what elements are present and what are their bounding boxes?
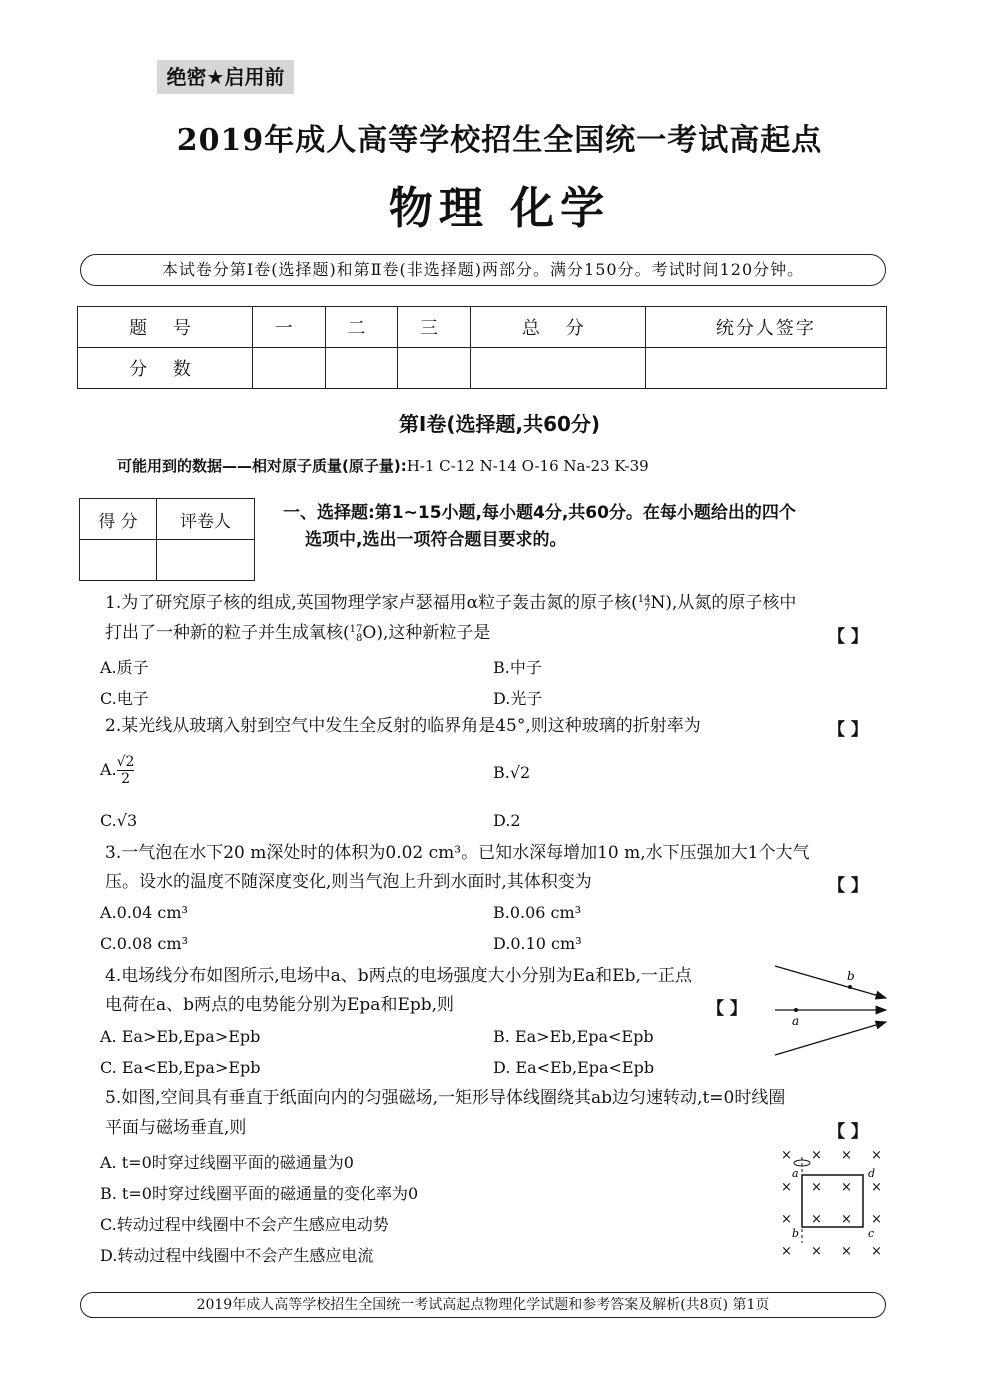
svg-text:×: × xyxy=(811,1212,822,1227)
question-5-line1: 5.如图,空间具有垂直于纸面向内的匀强磁场,一矩形导体线圈绕其ab边匀速转动,t=0时线圈 xyxy=(105,1088,786,1108)
score-input-part2[interactable] xyxy=(325,348,398,389)
score-table-header-row xyxy=(78,307,887,348)
grader-name-label: 评卷人 xyxy=(156,499,254,540)
coil-label-d: d xyxy=(868,1167,876,1180)
score-input-signature[interactable] xyxy=(645,348,886,389)
score-table-value-row xyxy=(78,348,887,389)
svg-text:×: × xyxy=(811,1244,822,1259)
question-4-line1: 4.电场线分布如图所示,电场中a、b两点的电场强度大小分别为Ea和Eb,一正点 xyxy=(105,966,692,986)
q1-option-b[interactable]: B.中子 xyxy=(493,658,542,677)
svg-text:×: × xyxy=(841,1180,852,1195)
q1-n-number: 7 xyxy=(644,602,651,614)
score-cell-label: 题 号 xyxy=(78,307,253,348)
question-2-text: 2.某光线从玻璃入射到空气中发生全反射的临界角是45°,则这种玻璃的折射率为 xyxy=(105,716,701,736)
q3-answer-bracket[interactable]: 【 】 xyxy=(828,876,868,896)
q4-option-d[interactable]: D. Ea<Eb,Epa<Epb xyxy=(493,1058,655,1077)
svg-text:×: × xyxy=(841,1212,852,1227)
q1-o-symbol: O xyxy=(362,623,377,643)
svg-text:×: × xyxy=(841,1148,852,1163)
q2-fraction-numerator: √2 xyxy=(116,754,135,770)
svg-text:×: × xyxy=(871,1244,882,1259)
svg-text:×: × xyxy=(871,1180,882,1195)
confidential-label: 绝密★启用前 xyxy=(157,60,294,94)
grader-table xyxy=(79,498,255,581)
svg-text:×: × xyxy=(781,1244,792,1259)
atomic-mass-label: 可能用到的数据——相对原子质量(原子量): xyxy=(117,457,407,475)
q2-option-d[interactable]: D.2 xyxy=(493,811,521,830)
atomic-mass-data xyxy=(117,455,649,476)
q5-answer-bracket[interactable]: 【 】 xyxy=(828,1122,868,1142)
grader-score-label: 得 分 xyxy=(80,499,157,540)
page-footer: 2019年成人高等学校招生全国统一考试高起点物理化学试题和参考答案及解析(共8页) 第1页 xyxy=(80,1292,886,1318)
score-cell-total: 总 分 xyxy=(470,307,645,348)
score-cell-part2: 二 xyxy=(325,307,398,348)
score-input-total[interactable] xyxy=(470,348,645,389)
atomic-mass-values: H-1 C-12 N-14 O-16 Na-23 K-39 xyxy=(406,457,649,475)
coil-label-a: a xyxy=(792,1167,799,1180)
q2-option-b[interactable]: B.√2 xyxy=(493,763,531,782)
grader-score-input[interactable] xyxy=(80,540,157,581)
q1-answer-bracket[interactable]: 【 】 xyxy=(828,627,868,647)
q2-answer-bracket[interactable]: 【 】 xyxy=(828,720,868,740)
q4-answer-bracket[interactable]: 【 】 xyxy=(707,999,747,1019)
q1-option-c[interactable]: C.电子 xyxy=(100,689,149,708)
svg-text:×: × xyxy=(841,1244,852,1259)
q2-option-a-fraction xyxy=(117,754,135,787)
score-cell-signature: 统分人签字 xyxy=(645,307,886,348)
score-input-part1[interactable] xyxy=(253,348,326,389)
point-a-dot xyxy=(794,1008,798,1012)
score-cell-part3: 三 xyxy=(398,307,471,348)
exam-title: 2019年成人高等学校招生全国统一考试高起点 xyxy=(176,123,823,158)
q1-o-number: 8 xyxy=(356,632,363,644)
q1-text-c: 打出了一种新的粒子并生成氧核( xyxy=(105,623,350,643)
q5-option-b[interactable]: B. t=0时穿过线圈平面的磁通量的变化率为0 xyxy=(100,1184,419,1203)
q1-text-b: ),从氮的原子核中 xyxy=(665,593,797,613)
grader-name-input[interactable] xyxy=(156,540,254,581)
q1-n-symbol: N xyxy=(650,593,666,613)
q4-option-c[interactable]: C. Ea<Eb,Epa>Epb xyxy=(100,1058,261,1077)
question-4-line2: 电荷在a、b两点的电势能分别为Epa和Epb,则 xyxy=(105,995,455,1015)
q1-n-mass: 14 xyxy=(637,593,651,605)
svg-text:×: × xyxy=(871,1148,882,1163)
section-instruction-line1: 一、选择题:第1~15小题,每小题4分,共60分。在每小题给出的四个 xyxy=(283,503,796,523)
point-b-label: b xyxy=(847,969,855,983)
svg-text:×: × xyxy=(781,1212,792,1227)
svg-text:×: × xyxy=(781,1148,792,1163)
q3-option-d[interactable]: D.0.10 cm³ xyxy=(493,934,582,953)
point-a-label: a xyxy=(792,1014,800,1028)
electric-field-diagram xyxy=(770,958,895,1063)
q4-option-b[interactable]: B. Ea>Eb,Epa<Epb xyxy=(493,1027,654,1046)
q1-text-a: 1.为了研究原子核的组成,英国物理学家卢瑟福用α粒子轰击氮的原子核( xyxy=(105,593,638,613)
q3-option-a[interactable]: A.0.04 cm³ xyxy=(100,903,188,922)
q4-option-a[interactable]: A. Ea>Eb,Epa>Epb xyxy=(100,1027,261,1046)
question-1-line1 xyxy=(105,588,796,618)
q1-text-d: ),这种新粒子是 xyxy=(376,623,491,643)
q2-option-c[interactable]: C.√3 xyxy=(100,811,138,830)
q2-fraction-denominator: 2 xyxy=(121,771,131,787)
question-3-line2: 压。设水的温度不随深度变化,则当气泡上升到水面时,其体积变为 xyxy=(105,872,592,892)
q2-option-a-prefix: A. xyxy=(100,760,117,779)
coil-label-c: c xyxy=(868,1227,875,1240)
q3-option-b[interactable]: B.0.06 cm³ xyxy=(493,903,582,922)
question-5-line2: 平面与磁场垂直,则 xyxy=(105,1118,247,1138)
q1-o-mass: 17 xyxy=(349,623,363,635)
q1-option-d[interactable]: D.光子 xyxy=(493,689,543,708)
section-instruction-line2: 选项中,选出一项符合题目要求的。 xyxy=(305,530,567,550)
svg-text:×: × xyxy=(811,1180,822,1195)
part1-title: 第Ⅰ卷(选择题,共60分) xyxy=(398,412,601,436)
q5-option-d[interactable]: D.转动过程中线圈中不会产生感应电流 xyxy=(100,1246,374,1265)
exam-subject: 物理 化学 xyxy=(388,183,611,234)
q5-option-a[interactable]: A. t=0时穿过线圈平面的磁通量为0 xyxy=(100,1153,354,1172)
score-input-part3[interactable] xyxy=(398,348,471,389)
q2-option-a[interactable] xyxy=(100,754,134,787)
svg-text:×: × xyxy=(781,1180,792,1195)
coil-label-b: b xyxy=(792,1227,800,1240)
svg-text:×: × xyxy=(871,1212,882,1227)
field-line-upper xyxy=(775,966,886,998)
point-b-dot xyxy=(848,985,852,989)
q1-option-a[interactable]: A.质子 xyxy=(100,658,149,677)
question-1-line2 xyxy=(105,618,490,648)
q3-option-c[interactable]: C.0.08 cm³ xyxy=(100,934,189,953)
section-instruction xyxy=(283,500,893,554)
question-3-line1: 3.一气泡在水下20 m深处时的体积为0.02 cm³。已知水深每增加10 m,水下压强加大1个大气 xyxy=(105,843,810,863)
q5-option-c[interactable]: C.转动过程中线圈中不会产生感应电动势 xyxy=(100,1215,389,1234)
magnetic-field-diagram xyxy=(775,1143,890,1265)
svg-text:×: × xyxy=(811,1148,822,1163)
score-cell-part1: 一 xyxy=(253,307,326,348)
exam-notice: 本试卷分第Ⅰ卷(选择题)和第Ⅱ卷(非选择题)两部分。满分150分。考试时间120分钟。 xyxy=(80,254,886,286)
score-row-label: 分 数 xyxy=(78,348,253,389)
score-table xyxy=(77,306,887,389)
